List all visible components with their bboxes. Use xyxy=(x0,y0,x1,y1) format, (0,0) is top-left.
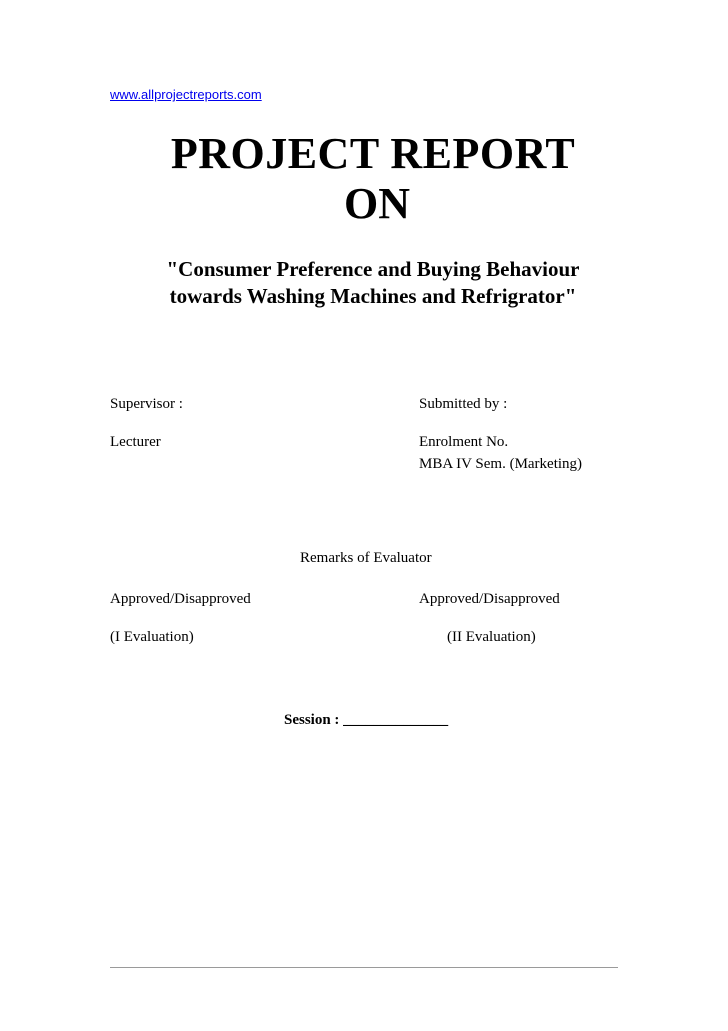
supervisor-designation: Lecturer xyxy=(110,434,161,450)
enrolment-label: Enrolment No. xyxy=(419,434,509,450)
remarks-heading: Remarks of Evaluator xyxy=(300,550,432,566)
report-subject-line-2: towards Washing Machines and Refrigrator" xyxy=(169,284,577,308)
evaluation-label-2: (II Evaluation) xyxy=(447,629,536,645)
program-label: MBA IV Sem. (Marketing) xyxy=(419,456,583,472)
report-title: PROJECT REPORT xyxy=(170,129,576,178)
session-field: Session : ______________ xyxy=(284,712,449,728)
evaluation-status-2: Approved/Disapproved xyxy=(419,591,560,607)
evaluation-status-1: Approved/Disapproved xyxy=(110,591,251,607)
evaluation-label-1: (I Evaluation) xyxy=(110,629,194,645)
website-link[interactable]: www.allprojectreports.com xyxy=(110,87,262,102)
report-title-on: ON xyxy=(344,179,410,228)
report-subject-line-1: "Consumer Preference and Buying Behaviour xyxy=(166,257,580,281)
footer-divider xyxy=(110,967,618,968)
submitted-by-label: Submitted by : xyxy=(419,396,508,412)
supervisor-label: Supervisor : xyxy=(110,396,183,412)
